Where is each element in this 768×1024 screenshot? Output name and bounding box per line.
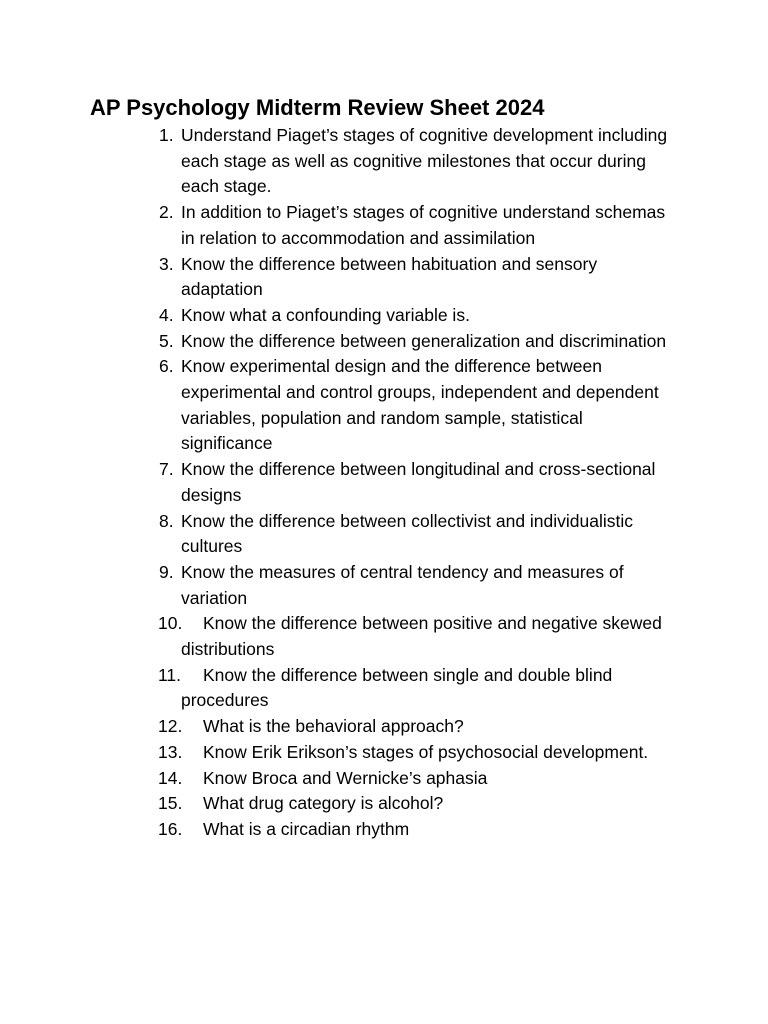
item-number: 5. xyxy=(159,330,174,351)
item-text: What is a circadian rhythm xyxy=(203,818,410,839)
list-item xyxy=(0,509,768,560)
document-title: AP Psychology Midterm Review Sheet 2024 xyxy=(90,95,545,120)
item-number: 8. xyxy=(159,510,174,531)
list-item xyxy=(0,740,768,766)
item-text: Know the measures of central tendency and measures of variation xyxy=(181,561,624,608)
list-item xyxy=(0,611,768,662)
item-text: In addition to Piaget’s stages of cognitive understand schemas in relation to accommodation and assimilation xyxy=(181,202,666,248)
item-text: Know the difference between single and double blind procedures xyxy=(181,664,613,711)
list-item xyxy=(0,817,768,843)
item-text: Know experimental design and the difference between experimental and control groups, independent and dependent variables, population and random sample, statistical significance xyxy=(181,356,659,454)
list-item xyxy=(0,329,768,355)
item-text: Know the difference between habituation and sensory adaptation xyxy=(181,253,598,300)
item-number: 16. xyxy=(158,818,183,839)
list-item xyxy=(0,303,768,329)
item-text: Know the difference between generalization and discrimination xyxy=(181,330,667,351)
list-item xyxy=(0,560,768,611)
item-number: 3. xyxy=(159,253,174,274)
list-item xyxy=(0,714,768,740)
item-number: 15. xyxy=(158,793,183,814)
item-text: Know the difference between positive and negative skewed distributions xyxy=(181,613,662,660)
item-text: What is the behavioral approach? xyxy=(203,716,464,737)
item-number: 11. xyxy=(158,664,182,685)
list-item xyxy=(0,252,768,303)
item-number: 6. xyxy=(159,356,174,377)
item-number: 9. xyxy=(159,561,174,582)
item-number: 2. xyxy=(159,202,174,223)
list-item xyxy=(0,791,768,817)
review-list xyxy=(0,123,768,843)
item-text: Know what a confounding variable is. xyxy=(181,304,470,325)
list-item xyxy=(0,200,768,251)
item-number: 13. xyxy=(158,741,183,762)
item-number: 12. xyxy=(158,716,183,737)
item-text: Know the difference between collectivist and individualistic cultures xyxy=(181,510,634,557)
item-text: What drug category is alcohol? xyxy=(203,793,444,814)
item-number: 4. xyxy=(159,304,174,325)
list-item xyxy=(0,663,768,714)
item-text: Know the difference between longitudinal and cross-sectional designs xyxy=(181,459,656,505)
item-number: 1. xyxy=(159,125,174,145)
item-text: Understand Piaget’s stages of cognitive development including each stage as well as cognitive milestones that occur during each stage. xyxy=(181,125,668,197)
list-item xyxy=(0,123,768,200)
list-item xyxy=(0,354,768,457)
list-item xyxy=(0,457,768,508)
item-text: Know Erik Erikson’s stages of psychosocial development. xyxy=(203,741,649,762)
item-number: 10. xyxy=(158,613,183,634)
item-text: Know Broca and Wernicke’s aphasia xyxy=(203,767,488,788)
item-number: 7. xyxy=(159,459,174,480)
list-item xyxy=(0,766,768,792)
item-number: 14. xyxy=(158,767,183,788)
